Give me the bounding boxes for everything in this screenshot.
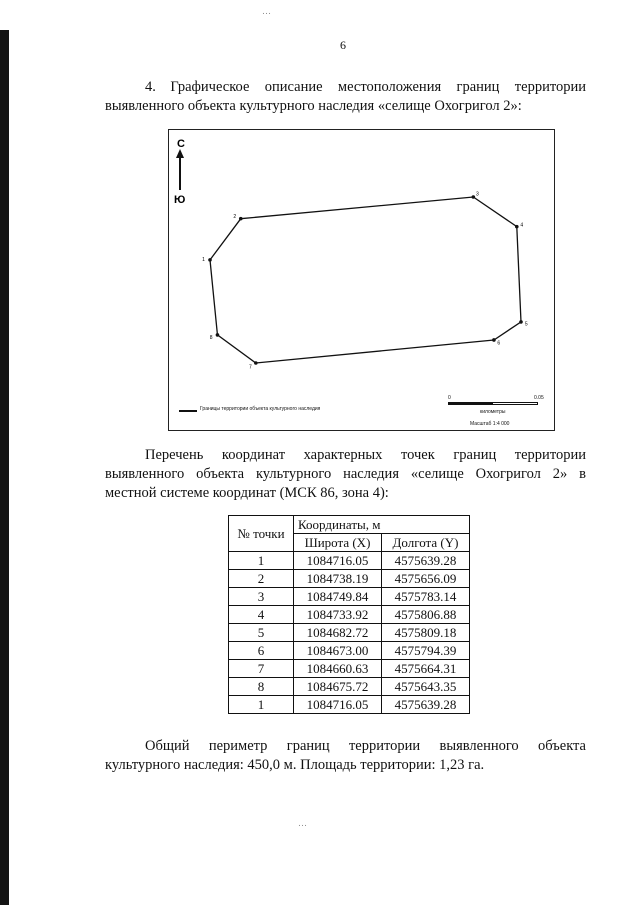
boundary-point-marker [254,361,258,365]
point-number-cell: 8 [229,678,294,696]
latitude-cell: 1084733.92 [294,606,382,624]
point-number-cell: 1 [229,552,294,570]
boundary-point-marker [239,217,243,221]
table-row [229,678,470,696]
intro-line: выявленного объекта культурного наследия «селище Охогригол 2» в [105,466,586,482]
table-row [229,660,470,678]
longitude-cell: 4575643.35 [382,678,470,696]
header-latitude: Широта (X) [294,534,382,552]
boundary-point-marker [216,333,220,337]
header-longitude: Долгота (Y) [382,534,470,552]
latitude-cell: 1084716.05 [294,696,382,714]
coordinates-table [228,515,470,714]
scale-start-label: 0 [448,395,451,401]
table-row [229,624,470,642]
south-label: Ю [174,194,186,206]
table-row [229,642,470,660]
longitude-cell: 4575639.28 [382,552,470,570]
point-number-cell: 6 [229,642,294,660]
boundary-point-label: 6 [497,340,501,347]
header-point-number: № точки [229,516,294,552]
legend-label: Границы территории объекта культурного наследия [200,406,321,412]
section-heading-line: 4. Графическое описание местоположения границ территории [145,79,586,95]
boundary-point-label: 7 [248,364,252,371]
table-row [229,570,470,588]
scale-end-label: 0.05 [534,395,544,401]
summary-line: Общий периметр границ территории выявленного объекта [145,738,586,754]
longitude-cell: 4575664.31 [382,660,470,678]
point-number-cell: 3 [229,588,294,606]
scale-bar-fill [449,403,493,404]
scale-bar [448,402,538,405]
boundary-point-label: 1 [202,257,205,264]
point-number-cell: 1 [229,696,294,714]
boundary-point-marker [515,225,519,229]
latitude-cell: 1084660.63 [294,660,382,678]
latitude-cell: 1084675.72 [294,678,382,696]
header-coordinates: Координаты, м [294,516,470,534]
table-row [229,606,470,624]
boundary-point-label: 4 [520,222,524,229]
boundary-point-marker [519,320,523,324]
section-heading [105,78,586,116]
boundary-point-label: 5 [524,321,528,328]
longitude-cell: 4575783.14 [382,588,470,606]
latitude-cell: 1084738.19 [294,570,382,588]
point-number-cell: 2 [229,570,294,588]
intro-line: Перечень координат характерных точек границ территории [145,447,586,463]
point-number-cell: 7 [229,660,294,678]
north-arrow-icon [176,149,184,158]
boundary-point-label: 2 [233,213,237,220]
latitude-cell: 1084749.84 [294,588,382,606]
longitude-cell: 4575656.09 [382,570,470,588]
boundary-point-marker [472,195,476,199]
boundary-point-marker [208,258,212,262]
boundary-map-drawing [169,130,554,430]
scan-edge-bar [0,30,9,905]
legend-swatch [179,410,197,412]
summary-text [105,737,586,775]
latitude-cell: 1084682.72 [294,624,382,642]
page-number: 6 [340,38,346,52]
latitude-cell: 1084673.00 [294,642,382,660]
latitude-cell: 1084716.05 [294,552,382,570]
scan-artifact-top: … [262,6,272,16]
scale-ratio: Масштаб 1:4 000 [470,421,510,427]
summary-line: культурного наследия: 450,0 м. Площадь территории: 1,23 га. [105,757,485,773]
section-heading-line: выявленного объекта культурного наследия «селище Охогригол 2»: [105,98,522,114]
intro-line: местной системе координат (МСК 86, зона 4): [105,485,389,501]
table-row [229,696,470,714]
longitude-cell: 4575794.39 [382,642,470,660]
table-row [229,552,470,570]
longitude-cell: 4575809.18 [382,624,470,642]
boundary-map [168,129,555,431]
coordinates-intro [105,446,586,503]
north-label: С [177,138,185,150]
point-number-cell: 4 [229,606,294,624]
boundary-point-marker [492,338,496,342]
longitude-cell: 4575639.28 [382,696,470,714]
boundary-point-label: 3 [476,191,479,198]
scale-units: километры [480,409,506,415]
scan-artifact-bottom: … [298,818,308,828]
longitude-cell: 4575806.88 [382,606,470,624]
table-header-row [229,516,470,534]
boundary-polygon [210,197,524,363]
boundary-point-label: 8 [209,334,213,341]
table-row [229,588,470,606]
point-number-cell: 5 [229,624,294,642]
